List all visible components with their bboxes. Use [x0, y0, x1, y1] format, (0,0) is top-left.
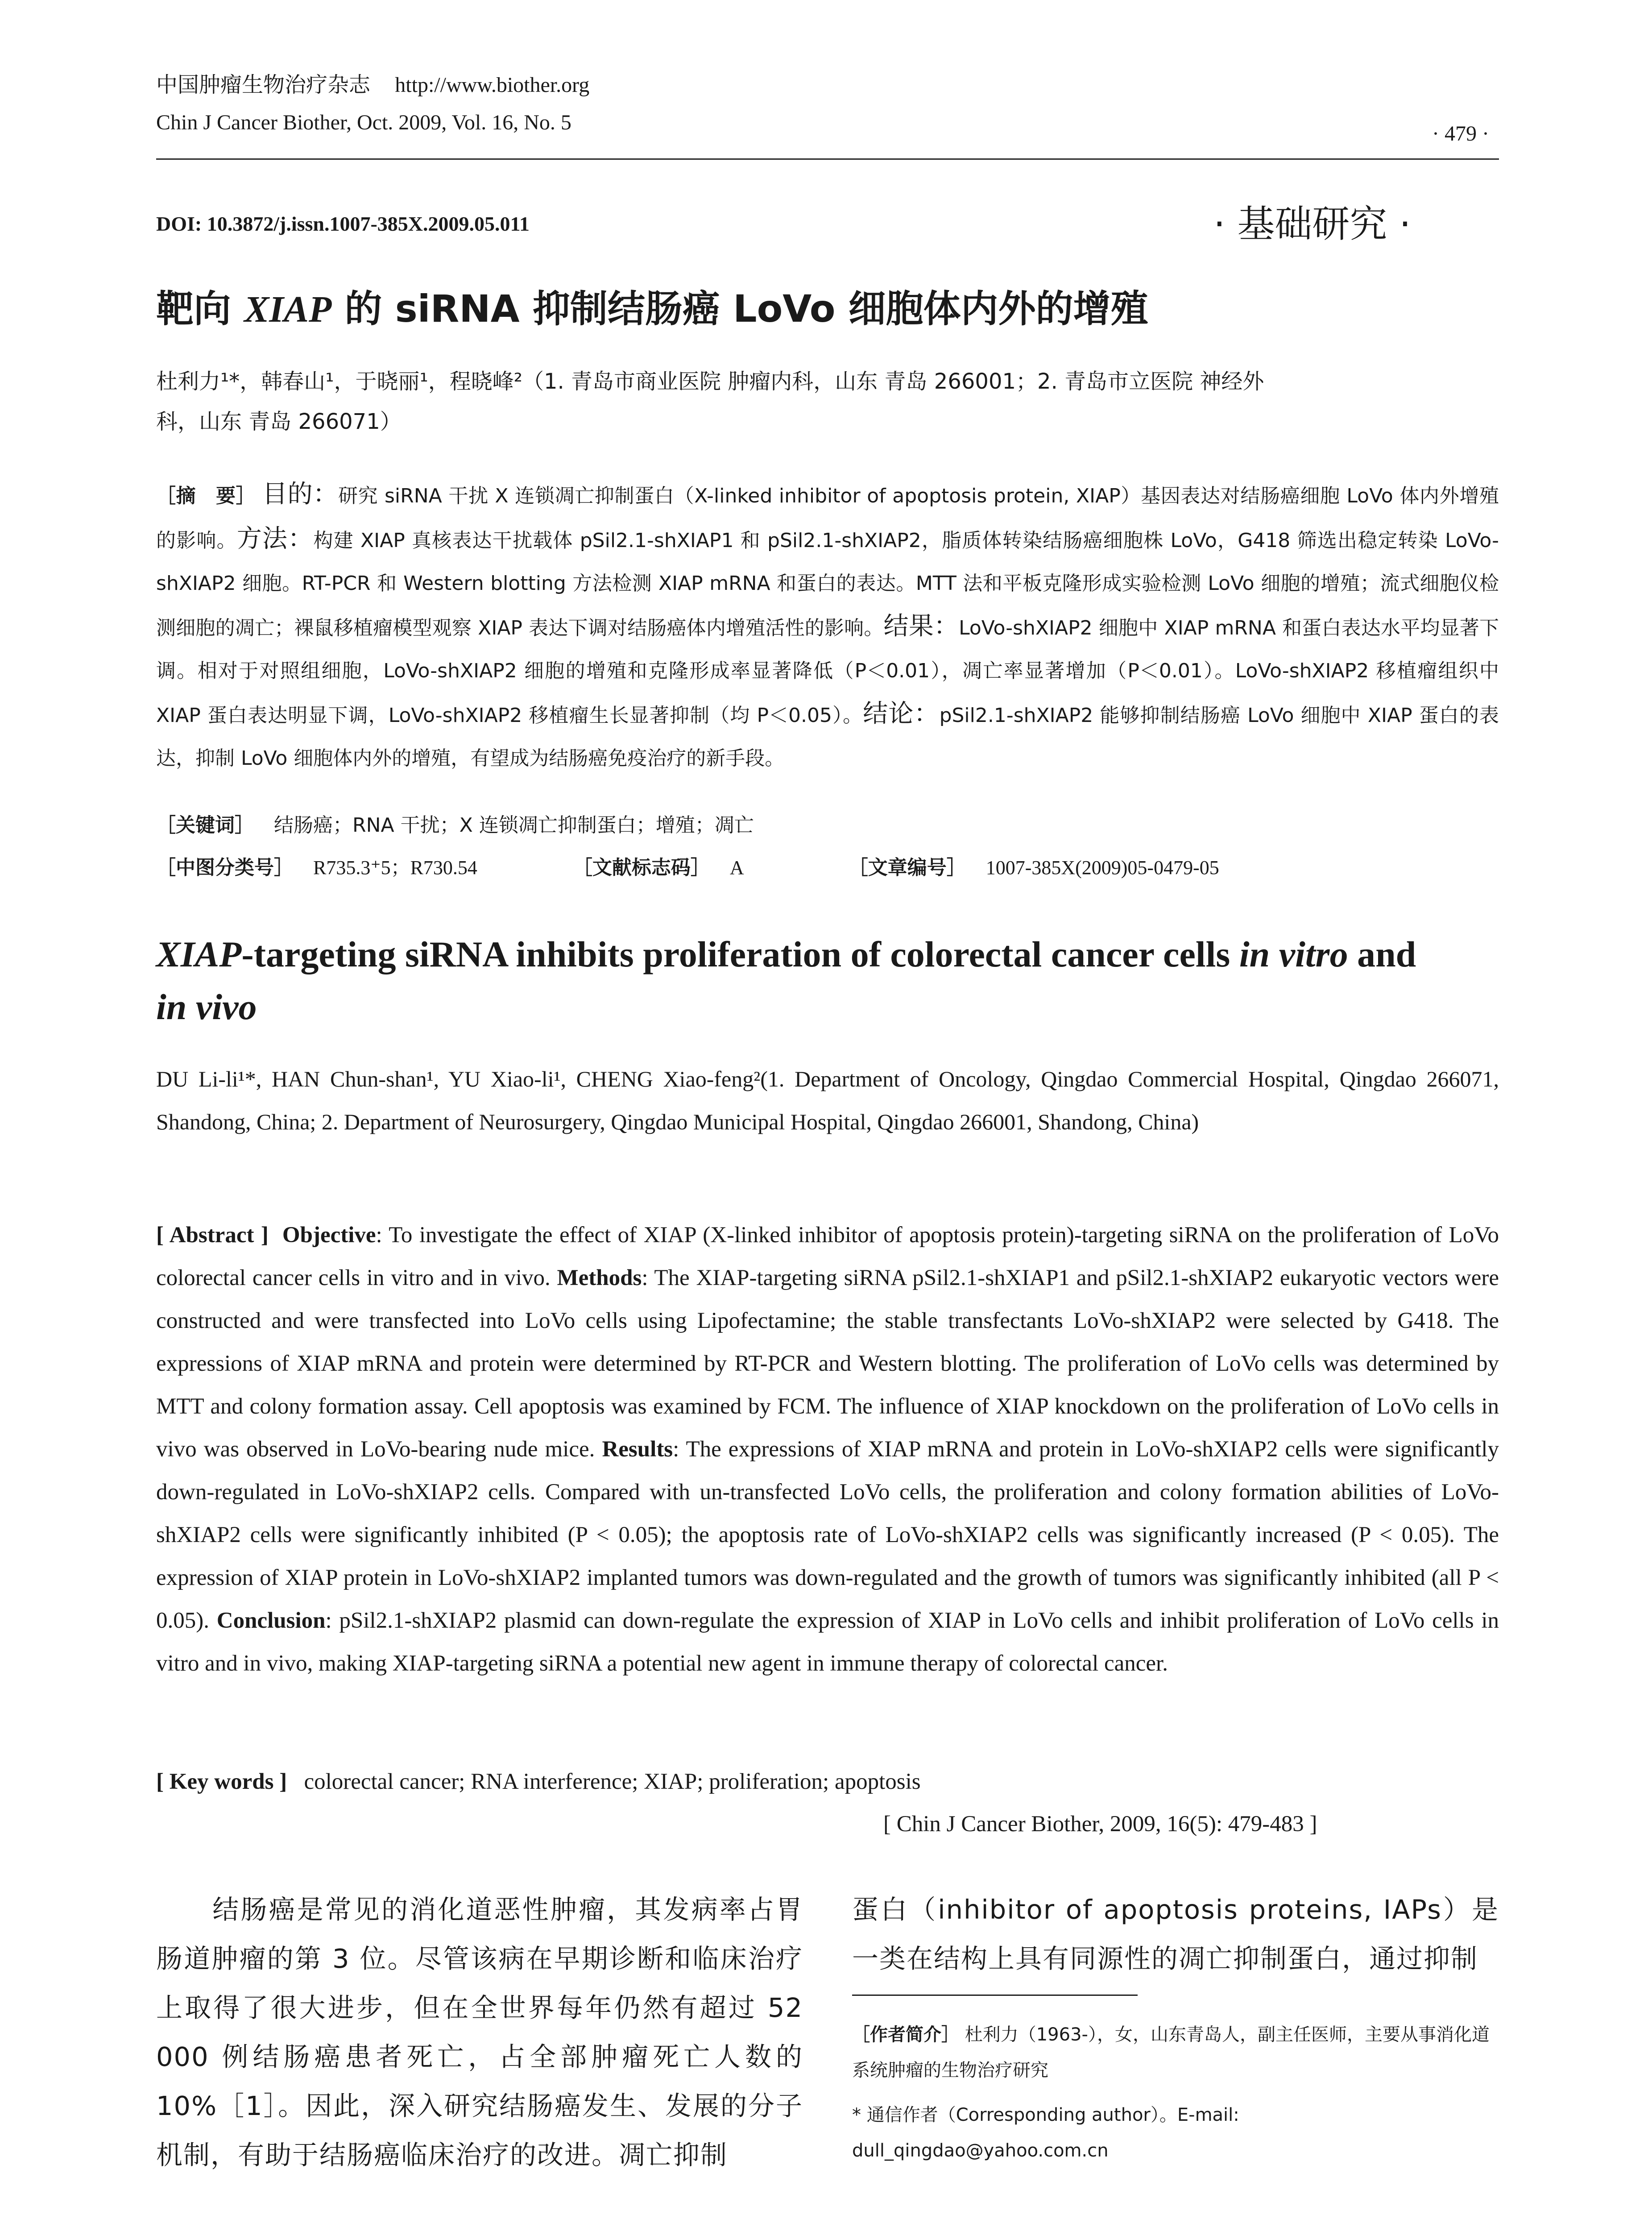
authors-cn-line2: 科，山东 青岛 266071）: [156, 409, 402, 434]
title-en-text2: and: [1348, 934, 1416, 975]
footnote-rule: [852, 1995, 1138, 1996]
classification-line: [156, 850, 1219, 886]
abstract-cn-objective-label: 目的：: [262, 480, 339, 509]
title-cn-gene: XIAP: [244, 289, 332, 330]
body-column-right: 蛋白（inhibitor of apoptosis proteins, IAPs）是一类在结构上具有同源性的凋亡抑制蛋白，通过抑制: [852, 1894, 1499, 1974]
abstract-en: [156, 1214, 1499, 1685]
article-number-label: ［文章编号］: [848, 856, 966, 879]
article-number-value: 1007-385X(2009)05-0479-05: [985, 857, 1219, 879]
abstract-cn-label: ［摘 要］: [156, 485, 256, 507]
title-en-text1: -targeting siRNA inhibits proliferation of colorectal cancer cells: [241, 934, 1239, 975]
title-cn-part1: 靶向: [156, 287, 244, 331]
abstract-en-objective: : To investigate the effect of XIAP (X-linked inhibitor of apoptosis protein)-targeting siRNA on the proliferation of LoVo colorectal cancer cells in vitro and in vivo.: [156, 1223, 1499, 1290]
keywords-en-label: [ Key words ]: [156, 1769, 287, 1794]
journal-header-cn: [156, 71, 589, 99]
keywords-cn: [156, 808, 754, 843]
abstract-cn-objective: 研究 siRNA 干扰 X 连锁凋亡抑制蛋白（X-linked inhibitor of apoptosis protein, XIAP）基因表达对结肠癌细胞 LoVo 体内外增殖的影响。: [156, 485, 1499, 552]
title-en-invitro: in vitro: [1239, 934, 1348, 975]
keywords-en-text: colorectal cancer; RNA interference; XIAP; proliferation; apoptosis: [304, 1769, 921, 1794]
abstract-en-conclusion: : pSil2.1-shXIAP2 plasmid can down-regulate the expression of XIAP in LoVo cells and inhibit proliferation of LoVo cells in vitro and in vivo, making XIAP-targeting siRNA a potential new agent in immune therapy of colorectal cancer.: [156, 1608, 1499, 1676]
title-cn-part2: 的 siRNA 抑制结肠癌 LoVo 细胞体内外的增殖: [331, 287, 1148, 331]
doc-code-value: A: [729, 857, 744, 879]
citation: [ Chin J Cancer Biother, 2009, 16(5): 479-483 ]: [883, 1812, 1317, 1837]
section-tag: · 基础研究 ·: [1213, 202, 1411, 246]
doc-code-label: ［文献标志码］: [572, 856, 710, 879]
footnote-author-label: ［作者简介］: [852, 2024, 959, 2045]
abstract-en-label: [ Abstract ]: [156, 1223, 269, 1248]
abstract-cn: [156, 473, 1499, 780]
abstract-cn-results-label: 结果：: [883, 612, 959, 641]
authors-cn: [156, 361, 1499, 442]
article-title-cn: [156, 279, 1148, 333]
article-title-en: [156, 928, 1499, 1033]
keywords-cn-label: ［关键词］: [156, 814, 254, 837]
keywords-cn-text: 结肠癌；RNA 干扰；X 连锁凋亡抑制蛋白；增殖；凋亡: [274, 814, 754, 837]
title-en-gene: XIAP: [156, 934, 242, 975]
journal-header-en: Chin J Cancer Biother, Oct. 2009, Vol. 16, No. 5: [156, 111, 571, 134]
abstract-cn-conclusion-label: 结论：: [863, 699, 940, 728]
header-rule: [156, 158, 1499, 160]
journal-url[interactable]: http://www.biother.org: [395, 73, 590, 97]
abstract-cn-conclusion: pSil2.1-shXIAP2 能够抑制结肠癌 LoVo 细胞中 XIAP 蛋白的表达，抑制 LoVo 细胞体内外的增殖，有望成为结肠癌免疫治疗的新手段。: [156, 704, 1499, 770]
abstract-en-conclusion-label: Conclusion: [216, 1608, 326, 1633]
abstract-cn-methods: 构建 XIAP 真核表达干扰载体 pSil2.1-shXIAP1 和 pSil2.1-shXIAP2，脂质体转染结肠癌细胞株 LoVo，G418 筛选出稳定转染 LoVo-shXIAP2 细胞。RT-PCR 和 Western blotting 方法检测 XIAP mRNA 和蛋白的表达。MTT 法和平板克隆形成实验检测 LoVo 细胞的增殖；流式细胞仪检测细胞的凋亡；裸鼠移植瘤模型观察 XIAP 表达下调对结肠癌体内增殖活性的影响。: [156, 529, 1499, 639]
clc-value: R735.3⁺5；R730.54: [313, 857, 477, 879]
abstract-cn-results: LoVo-shXIAP2 细胞中 XIAP mRNA 和蛋白表达水平均显著下调。相对于对照组细胞，LoVo-shXIAP2 细胞的增殖和克隆形成率显著降低（P＜0.01），凋亡率显著增加（P＜0.01）。LoVo-shXIAP2 移植瘤组织中 XIAP 蛋白表达明显下调，LoVo-shXIAP2 移植瘤生长显著抑制（均 P＜0.05）。: [156, 617, 1499, 727]
doi[interactable]: DOI: 10.3872/j.issn.1007-385X.2009.05.011: [156, 212, 530, 235]
abstract-en-objective-label: Objective: [282, 1223, 376, 1248]
footnote-author: [852, 2017, 1499, 2088]
page-number: · 479 ·: [1432, 122, 1489, 145]
abstract-cn-methods-label: 方法：: [236, 524, 314, 553]
abstract-en-results-label: Results: [602, 1437, 673, 1462]
keywords-en: [156, 1760, 1499, 1803]
authors-cn-line1: 杜利力¹*，韩春山¹，于晓丽¹，程晓峰²（1. 青岛市商业医院 肿瘤内科，山东 青岛 266001；2. 青岛市立医院 神经外: [156, 369, 1264, 394]
journal-name-cn: 中国肿瘤生物治疗杂志: [156, 72, 371, 97]
abstract-en-results: : The expressions of XIAP mRNA and protein in LoVo-shXIAP2 cells were significantly down-regulated in LoVo-shXIAP2 cells. Compared with un-transfected LoVo cells, the proliferation and colony formation abilities of LoVo-shXIAP2 cells were significantly inhibited (P < 0.05); the apoptosis rate of LoVo-shXIAP2 cells was significantly increased (P < 0.05). The expression of XIAP protein in LoVo-shXIAP2 implanted tumors was down-regulated and the growth of tumors was significantly inhibited (all P < 0.05).: [156, 1437, 1499, 1633]
body-column-left: 结肠癌是常见的消化道恶性肿瘤，其发病率占胃肠道肿瘤的第 3 位。尽管该病在早期诊断和临床治疗上取得了很大进步，但在全世界每年仍然有超过 52 000 例结肠癌患者死亡，占全部肿瘤死亡人数的 10%［1］。因此，深入研究结肠癌发生、发展的分子机制，有助于结肠癌临床治疗的改进。凋亡抑制: [156, 1894, 803, 2170]
footnote-author-text: 杜利力（1963-），女，山东青岛人，副主任医师，主要从事消化道系统肿瘤的生物治疗研究: [852, 2024, 1490, 2081]
title-en-invivo: in vivo: [156, 987, 257, 1027]
abstract-en-methods: : The XIAP-targeting siRNA pSil2.1-shXIAP1 and pSil2.1-shXIAP2 eukaryotic vectors were constructed and were transfected into LoVo cells using Lipofectamine; the stable transfectants LoVo-shXIAP2 were selected by G418. The expressions of XIAP mRNA and protein were determined by RT-PCR and Western blotting. The proliferation of LoVo cells was determined by MTT and colony formation assay. Cell apoptosis was examined by FCM. The influence of XIAP knockdown on the proliferation of LoVo cells in vivo was observed in LoVo-bearing nude mice.: [156, 1265, 1499, 1462]
footnote-corresponding: * 通信作者（Corresponding author）。E-mail: dull_qingdao@yahoo.com.cn: [852, 2105, 1239, 2161]
clc-label: ［中图分类号］: [156, 856, 294, 879]
authors-en: DU Li-li¹*, HAN Chun-shan¹, YU Xiao-li¹, CHENG Xiao-feng²(1. Department of Oncology, Qingdao Commercial Hospital, Qingdao 266071, Shandong, China; 2. Department of Neurosurgery, Qingdao Municipal Hospital, Qingdao 266001, Shandong, China): [156, 1066, 1499, 1134]
abstract-en-methods-label: Methods: [557, 1265, 642, 1290]
